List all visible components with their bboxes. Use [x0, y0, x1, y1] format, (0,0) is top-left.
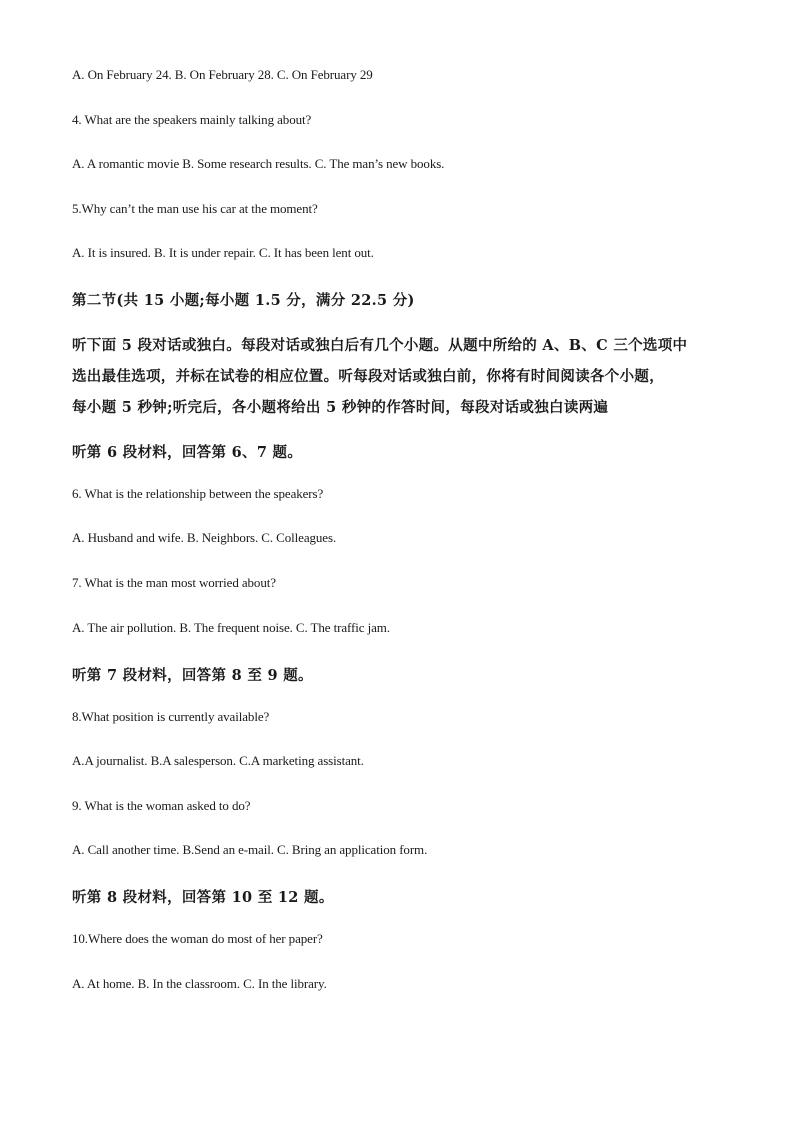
instructions-line-2: 选出最佳选项，并标在试卷的相应位置。听每段对话或独白前，你将有时间阅读各个小题， [72, 368, 664, 385]
q10-options: A. At home. B. In the classroom. C. In the library. [72, 976, 327, 991]
q7-options: A. The air pollution. B. The frequent noise. C. The traffic jam. [72, 620, 390, 635]
section-heading: 第二节(共 15 小题;每小题 1.5 分，满分 22.5 分) [72, 292, 415, 309]
q9-question: 9. What is the woman asked to do? [72, 798, 251, 813]
instructions-line-1: 听下面 5 段对话或独白。每段对话或独白后有几个小题。从题中所给的 A、B、C 三个选项中 [72, 337, 688, 354]
q3-options: A. On February 24. B. On February 28. C. On February 29 [72, 67, 373, 82]
q5-question: 5.Why can’t the man use his car at the moment? [72, 201, 318, 216]
q6-question: 6. What is the relationship between the speakers? [72, 486, 324, 501]
q7-question: 7. What is the man most worried about? [72, 575, 276, 590]
q4-options: A. A romantic movie B. Some research results. C. The man’s new books. [72, 156, 445, 171]
q5-options: A. It is insured. B. It is under repair. C. It has been lent out. [72, 245, 374, 260]
passage-7-heading: 听第 7 段材料，回答第 8 至 9 题。 [72, 667, 313, 684]
passage-6-heading: 听第 6 段材料，回答第 6、7 题。 [72, 444, 303, 461]
passage-8-heading: 听第 8 段材料，回答第 10 至 12 题。 [72, 889, 334, 906]
q10-question: 10.Where does the woman do most of her paper? [72, 931, 323, 946]
instructions-line-3: 每小题 5 秒钟;听完后，各小题将给出 5 秒钟的作答时间，每段对话或独白读两遍 [72, 399, 609, 416]
q4-question: 4. What are the speakers mainly talking about? [72, 112, 312, 127]
q9-options: A. Call another time. B.Send an e-mail. C. Bring an application form. [72, 842, 428, 857]
q8-options: A.A journalist. B.A salesperson. C.A marketing assistant. [72, 753, 364, 768]
q8-question: 8.What position is currently available? [72, 709, 270, 724]
q6-options: A. Husband and wife. B. Neighbors. C. Colleagues. [72, 530, 337, 545]
